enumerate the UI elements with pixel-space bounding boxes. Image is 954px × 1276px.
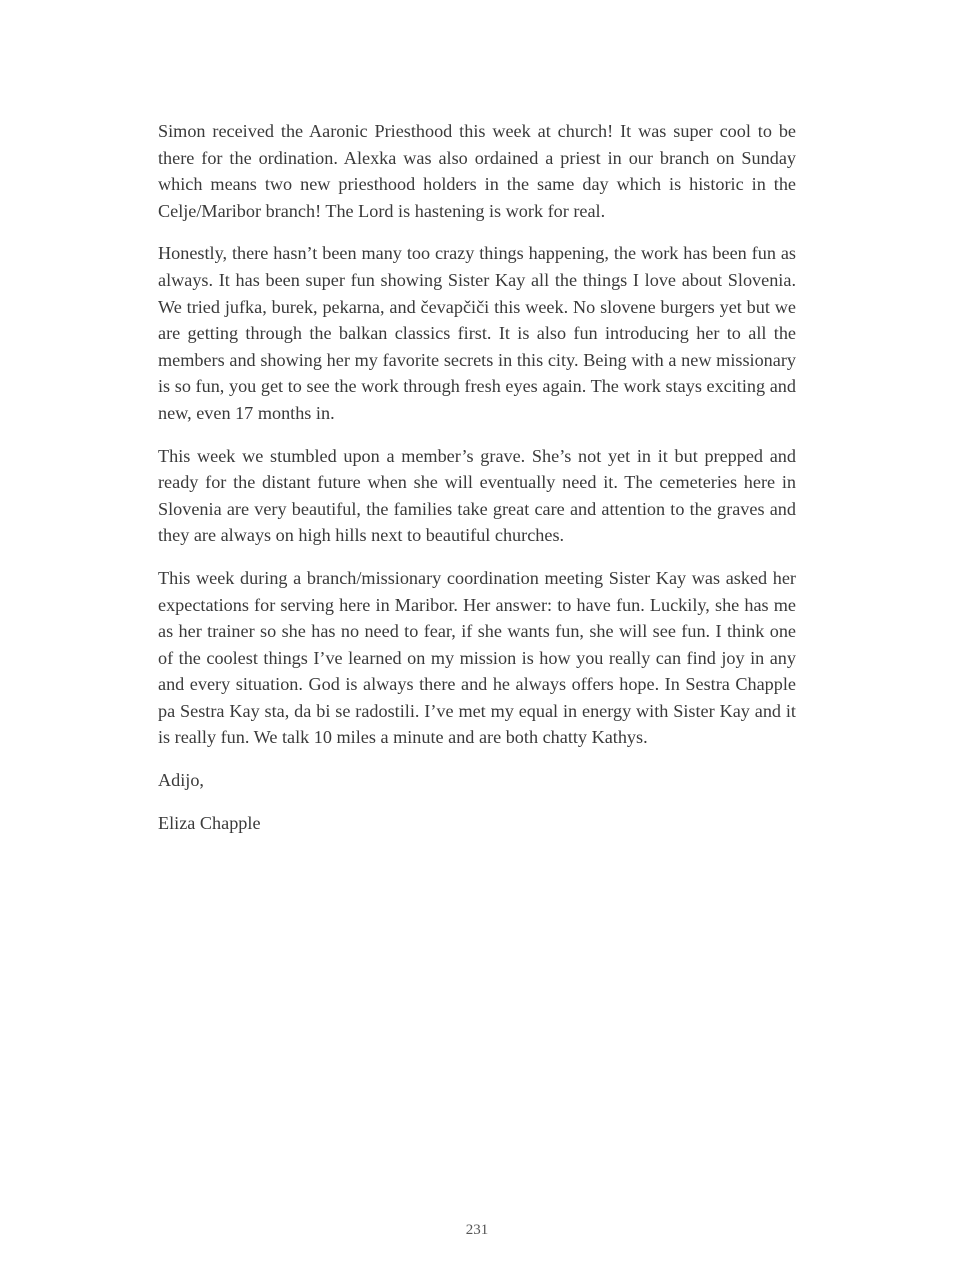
letter-body [158,118,796,852]
signature: Eliza Chapple [158,812,261,833]
paragraph-sister-kay: Honestly, there hasn’t been many too crazy things happening, the work has been fun as always. It has been super fun showing Sister Kay all the things I love about Slovenia. We tried jufka, burek, pekarna, and čevapčiči this week. No slovene burgers yet but we are getting through the balkan classics first. It is also fun introducing her to all the members and showing her my favorite secrets in this city. Being with a new missionary is so fun, you get to see the work through fresh eyes again. The work stays exciting and new, even 17 months in. [158,243,796,423]
page-number: 231 [465,1222,489,1238]
paragraph-coordination-meeting: This week during a branch/missionary coordination meeting Sister Kay was asked her expectations for serving here in Maribor. Her answer: to have fun. Luckily, she has me as her trainer so she has no need to fear, if she wants fun, she will see fun. I think one of the coolest things I’ve learned on my mission is how you really can find joy in any and every situation. God is always there and he always offers hope. In Sestra Chapple pa Sestra Kay sta, da bi se radostili. I’ve met my equal in energy with Sister Kay and it is really fun. We talk 10 miles a minute and are both chatty Kathys. [158,567,796,748]
paragraph-priesthood: Simon received the Aaronic Priesthood this week at church! It was super cool to be there for the ordination. Alexka was also ordained a priest in our branch on Sunday which means two new priesthood holders in the same day which is historic in the Celje/Maribor branch! The Lord is hastening is work for real. [158,121,796,221]
paragraph-grave: This week we stumbled upon a member’s grave. She’s not yet in it but prepped and ready for the distant future when she will eventually need it. The cemeteries here in Slovenia are very beautiful, the families take great care and attention to the graves and they are always on high hills next to beautiful churches. [158,445,796,546]
closing-salutation: Adijo, [158,770,204,791]
